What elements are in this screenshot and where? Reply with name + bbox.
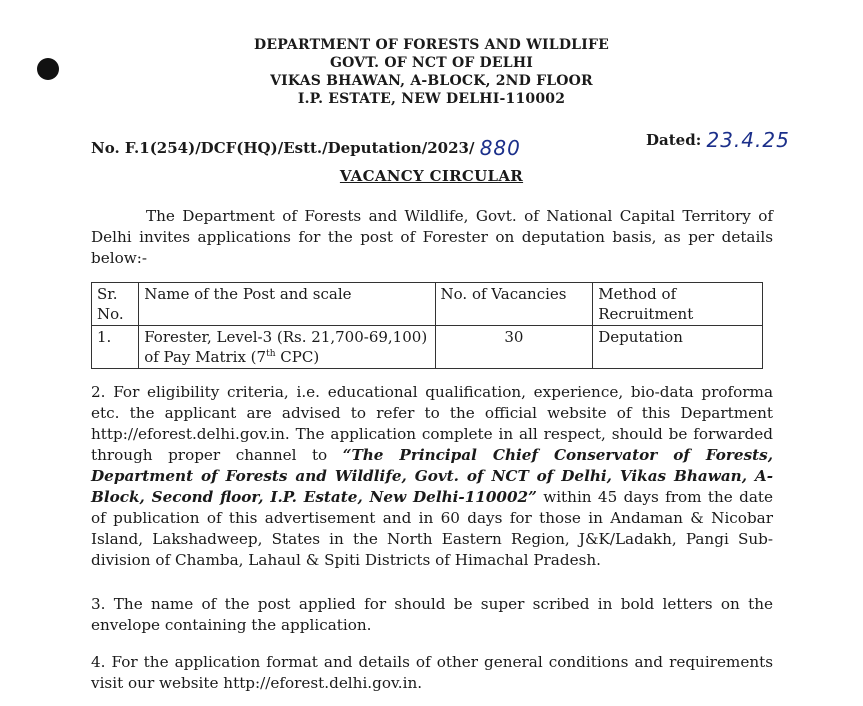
- city-line: I.P. ESTATE, NEW DELHI-110002: [297, 91, 566, 107]
- post-text: Forester, Level-3 (Rs. 21,700-69,100) of Pay Matrix (7: [144, 328, 428, 366]
- circular-title: VACANCY CIRCULAR: [339, 167, 524, 185]
- vacancy-table: [91, 282, 763, 369]
- post-superscript: th: [266, 349, 276, 359]
- dated-label: Dated:: [646, 131, 702, 149]
- deadline-text: within 45 days from the date of publication of this advertisement and in 60 days for those in Andaman & Nicobar Island, Lakshadweep, States in the North Eastern Region, J&K/Ladakh, Pangi Sub-division of Chamba, Lahaul & Spiti Districts of Himachal Pradesh.: [91, 488, 773, 569]
- header-method-line2: Recruitment: [598, 305, 694, 323]
- header-vacancies: No. of Vacancies: [435, 283, 593, 326]
- letterhead: [0, 36, 863, 108]
- table-header-row: [92, 283, 763, 326]
- header-sr-line2: No.: [97, 305, 124, 323]
- header-post: Name of the Post and scale: [139, 283, 435, 326]
- header-sr: [92, 283, 139, 326]
- header-method: [593, 283, 763, 326]
- cell-sr: 1.: [92, 326, 139, 369]
- reference-line: [91, 126, 811, 160]
- header-sr-line1: Sr.: [97, 285, 118, 303]
- table-row: [92, 326, 763, 369]
- cell-method: Deputation: [593, 326, 763, 369]
- intro-paragraph: The Department of Forests and Wildlife, Govt. of National Capital Territory of Delhi invites applications for the post of Forester on deputation basis, as per details below:-: [91, 207, 773, 267]
- superscription-paragraph: 3. The name of the post applied for should be super scribed in bold letters on the envelope containing the application.: [91, 595, 773, 634]
- reference-number: [91, 134, 521, 158]
- cell-post: [139, 326, 435, 369]
- eligibility-text: 2. For eligibility criteria, i.e. educational qualification, experience, bio-data proforma etc. the applicant are advised to refer to the official website of this Department http://eforest.delhi.gov.in. The application complete in all respect, should be forwarded through proper channel to: [91, 383, 773, 464]
- date-block: [646, 126, 790, 150]
- cell-vacancies: 30: [435, 326, 593, 369]
- file-number: No. F.1(254)/DCF(HQ)/Estt./Deputation/2023/: [91, 139, 475, 157]
- department-name: DEPARTMENT OF FORESTS AND WILDLIFE: [254, 37, 609, 53]
- handwritten-dispatch-number: 880: [479, 136, 521, 160]
- application-format-paragraph: 4. For the application format and details of other general conditions and requirements visit our website http://eforest.delhi.gov.in.: [91, 653, 773, 692]
- address-line: VIKAS BHAWAN, A-BLOCK, 2ND FLOOR: [270, 73, 593, 89]
- eligibility-paragraph: [91, 382, 773, 571]
- handwritten-date: 23.4.25: [706, 128, 790, 152]
- submission-address: “The Principal Chief Conservator of Forests, Department of Forests and Wildlife, Govt. of NCT of Delhi, Vikas Bhawan, A-Block, Second floor, I.P. Estate, New Delhi-110002”: [91, 446, 773, 506]
- government-name: GOVT. OF NCT OF DELHI: [329, 55, 533, 71]
- post-text-end: CPC): [275, 348, 320, 366]
- header-method-line1: Method of: [598, 285, 677, 303]
